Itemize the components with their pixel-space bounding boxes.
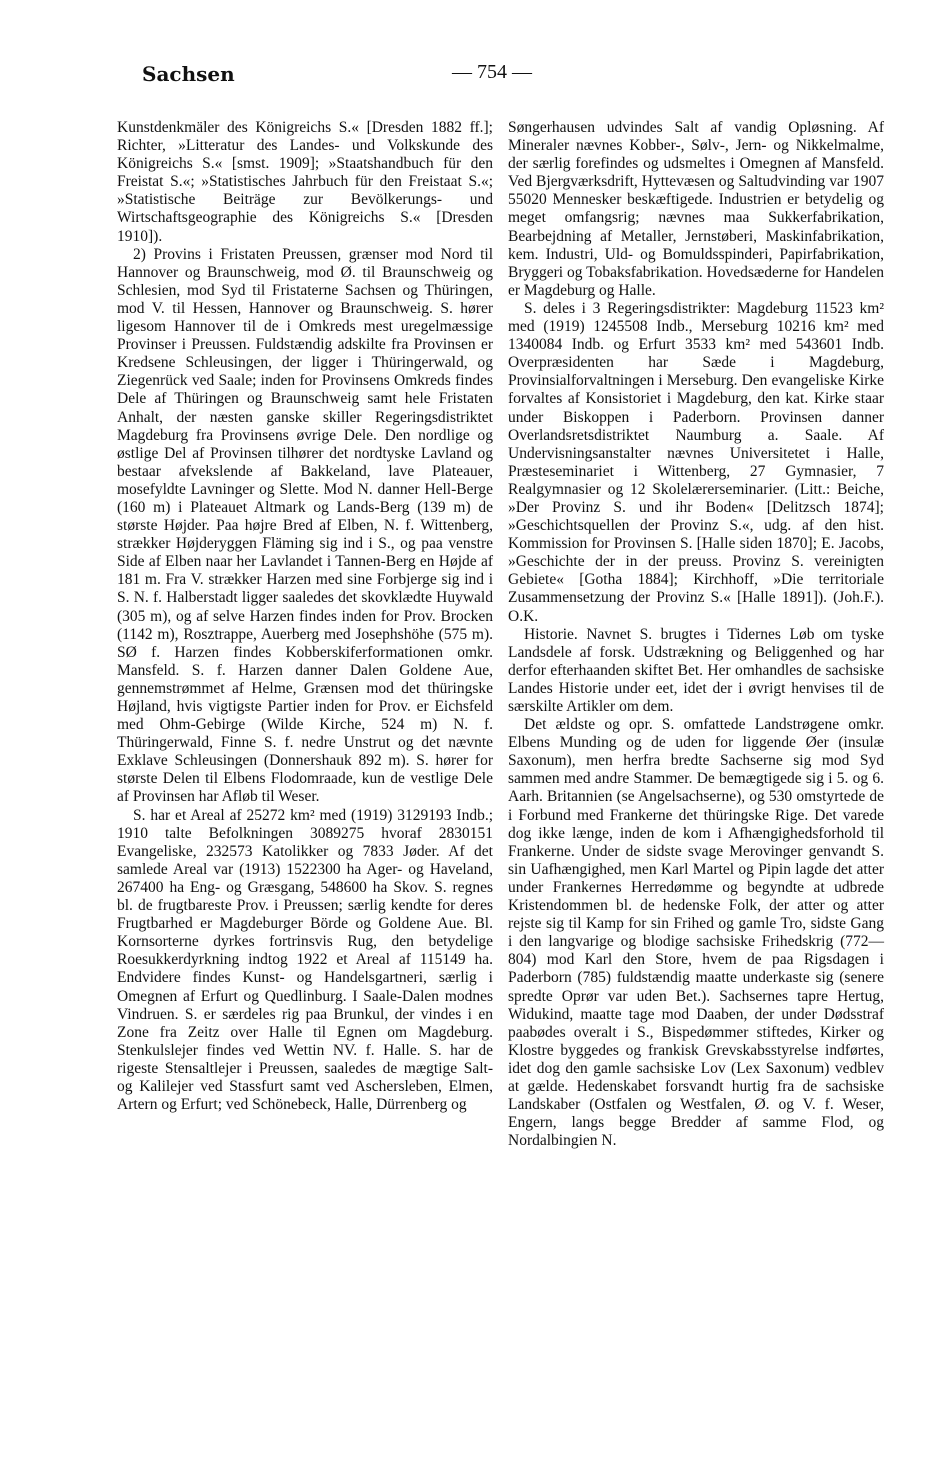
running-head-title: Sachsen [142,62,235,86]
right-column [508,119,884,1150]
paragraph-industry: Søngerhausen udvindes Salt af vandig Opløsning. Af Mineraler nævnes Kobber-, Sølv-, Jern- og Nikkelmalme, der særlig forefindes og udsmeltes i Omegnen af Mansfeld. Ved Bjergværksdrift, Hyttevæsen og Saltudvinding var 1907 55020 Mennesker beskæftigede. Industrien er betydelig og meget omfangsrig; nævnes maa Sukkerfabrikation, Bearbejdning af Metaller, Jernstøberi, Maskinfabrikation, kem. Industri, Uld- og Bomuldsspinderi, Papirfabrikation, Bryggeri og Tobaksfabrikation. Hovedsæderne for Handelen er Magdeburg og Halle. [508,119,884,299]
paragraph-province: 2) Provins i Fristaten Preussen, grænser mod Nord til Hannover og Braunschweig, mod Ø. til Braunschweig og Schlesien, mod Syd til Fristaterne Sachsen og Thüringen, mod V. til Hessen, Hannover og Braunschweig. S. hører ligesom Hannover til de i Omkreds mest uregelmæssige Provinser i Preussen. Fuldstændig adskilte fra Provinsen er Kredsene Schleusingen, der ligger i Thüringerwald, og Ziegenrück ved Saale; inden for Provinsens Omkreds findes Dele af Thüringen og Braunschweig samt hele Fristaten Anhalt, der næsten ganske skiller Regeringsdistriktet Magdeburg fra Provinsens øvrige Dele. Den nordlige og østlige Del af Provinsen tilhører det nordtyske Lavland og bestaar afvekslende af Bakkeland, lave Plateauer, mosefyldte Lavninger og Slette. Mod N. danner Hell-Berge (160 m) i Plateauet Altmark og Lands-Berg (139 m) de største Højder. Paa højre Bred af Elben, N. f. Wittenberg, strækker Højderyggen Fläming sig ind i S., og paa venstre Side af Elben naar her Lavlandet i Tannen-Berg en Højde af 181 m. Fra V. strækker Harzen med sine Forbjerge sig ind i S. N. f. Halberstadt ligger saaledes det skovklædte Huywald (305 m), og af selve Harzen findes inden for Prov. Brocken (1142 m), Rosztrappe, Auerberg med Josephshöhe (575 m). SØ f. Harzen findes Kobberskiferformationen omkr. Mansfeld. S. f. Harzen danner Dalen Goldene Aue, gennemstrømmet af Helme, Grænsen mod det thüringske Højland, hvis vigtigste Partier inden for Prov. er Eichsfeld med Ohm-Gebirge (Wilde Kirche, 524 m) N. f. Thüringerwald, Finne S. f. nedre Unstrut og det nævnte Exklave Schleusingen (Donnershauk 892 m). S. hører for største Delen til Elbens Flodomraade, kun de vestlige Dele af Provinsen har Afløb til Weser. [117,245,493,806]
page-number: — 754 — [452,61,532,83]
paragraph-districts: S. deles i 3 Regeringsdistrikter: Magdeburg 11523 km² med (1919) 1245508 Indb., Merseburg 10216 km² med 1340084 Indb. og Erfurt 3533 km² med 543601 Indb. Overpræsidenten har Sæde i Magdeburg, Provinsialforvaltningen i Merseburg. Den evangeliske Kirke forvaltes af Konsistoriet i Magdeburg, den kat. Kirke staar under Biskoppen i Paderborn. Provinsen danner Overlandsretsdistriktet Naumburg a. Saale. Af Undervisningsanstalter nævnes Universitetet i Halle, Præsteseminariet i Wittenberg, 27 Gymnasier, 7 Realgymnasier og 12 Skolelærerseminarier. (Litt.: Beiche, »Der Provinz S. und ihr Boden« [Delitzsch 1874]; »Geschichtsquellen der Provinz S.«, udg. af den hist. Kommission for Provinsen S. [Halle siden 1870]; E. Jacobs, »Geschichte der in der preuss. Provinz S. vereinigten Gebiete« [Gotha 1884]; Kirchhoff, »Die territoriale Zusammensetzung der Provinz S.« [Halle 1891]). (Joh.F.). O.K. [508,299,884,625]
paragraph-history-intro: Historie. Navnet S. brugtes i Tidernes Løb om tyske Landsdele af forsk. Udstrækning og Beliggenhed og har derfor efterhaanden skiftet Bet. Her omhandles de sachsiske Landes Historie under eet, idet der i øvrigt henvises til de særskilte Artikler om dem. [508,625,884,715]
paragraph-area: S. har et Areal af 25272 km² med (1919) 3129193 Indb.; 1910 talte Befolkningen 3089275 hvoraf 2830151 Evangeliske, 232573 Katolikker og 7833 Jøder. Af det samlede Areal var (1913) 1522300 ha Ager- og Haveland, 267400 ha Eng- og Græsgang, 548600 ha Skov. S. regnes bl. de frugtbareste Prov. i Preussen; særlig kendte for deres Frugtbarhed er Magdeburger Börde og Goldene Aue. Bl. Kornsorterne dyrkes fortrinsvis Rug, den betydelige Roesukkerdyrkning indtog 1922 et Areal af 115149 ha. Endvidere findes Kunst- og Handelsgartneri, særlig i Omegnen af Erfurt og Quedlinburg. I Saale-Dalen modnes Vindruen. S. er særdeles rig paa Brunkul, der vindes i en Zone fra Zeitz over Halle til Egnen om Magdeburg. Stenkulslejer findes ved Wettin NV. f. Halle. S. har de rigeste Stensaltlejer i Preussen, saaledes de mægtige Salt- og Kalilejer ved Stassfurt samt ved Aschersleben, Elmen, Artern og Erfurt; ved Schönebeck, Halle, Dürrenberg og [117,806,493,1114]
paragraph-history: Det ældste og opr. S. omfattede Landstrøgene omkr. Elbens Munding og de uden for liggende Øer (insulæ Saxonum), men herfra bredte Sachserne sig mod Syd sammen med andre Stammer. De bemægtigede sig i 5. og 6. Aarh. Britannien (se Angelsachserne), og 530 omstyrtede de i Forbund med Frankerne det thüringske Rige. Det varede dog ikke længe, inden de kom i Afhængighedsforhold til Frankerne. Under de sidste svage Merovinger genvandt S. sin Uafhængighed, men Karl Martel og Pipin lagde det atter under Frankernes Herredømme og begyndte at udbrede Kristendommen bl. de hedenske Folk, der atter og atter rejste sig til Kamp for sin Frihed og gamle Tro, sidste Gang i den langvarige og blodige sachsiske Frihedskrig (772—804) mod Karl den Store, hvem de paa Rigsdagen i Paderborn (785) fuldstændig maatte underkaste sig (senere spredte Oprør var uden Bet.). Sachsernes tapre Hertug, Widukind, maatte tage mod Daaben, der under Dødsstraf paabødes overalt i S., Bispedømmer stiftedes, Kirker og Klostre byggedes og frankisk Grevskabsstyrelse indførtes, idet dog den gamle sachsiske Lov (Lex Saxonum) vedblev at gælde. Hedenskabet forsvandt hurtig fra de sachsiske Landskaber (Ostfalen og Westfalen, Ø. og V. f. Weser, Engern, langs begge Bredder af samme Flod, og Nordalbingien N. [508,716,884,1150]
left-column [117,119,493,1114]
paragraph-literature: Kunstdenkmäler des Königreichs S.« [Dresden 1882 ff.]; Richter, »Litteratur des Landes- und Volkskunde des Königreichs S.« [smst. 1909]; »Staatshandbuch für den Freistat S.«; »Statistisches Jahrbuch für den Freistaat S.«; »Statistische Beiträge zur Bevölkerungs- und Wirtschaftsgeographie des Königreichs S.« [Dresden 1910]). [117,119,493,245]
